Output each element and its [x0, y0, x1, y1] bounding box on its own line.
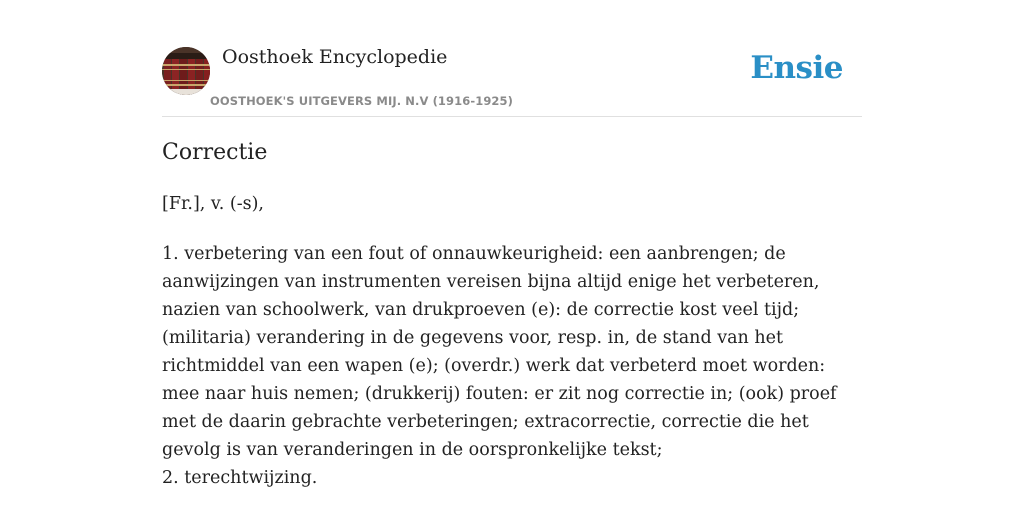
source-title[interactable]: Oosthoek Encyclopedie	[222, 46, 448, 68]
definition-1: 1. verbetering van een fout of onnauwkeurigheid: een aanbrengen; de aanwijzingen van instrumenten vereisen bijna altijd enige het verbeteren, nazien van schoolwerk, van drukproeven (e): de correctie kost veel tijd; (militaria) verandering in de gegevens voor, resp. in, de stand van het richtmiddel van een wapen (e); (overdr.) werk dat verbeterd moet worden: mee naar huis nemen; (drukkerij) fouten: er zit nog correctie in; (ook) proef met de daarin gebrachte verbeteringen; extracorrectie, correctie die het gevolg is van veranderingen in de oorspronkelijke tekst;	[162, 244, 837, 460]
source-subtitle: OOSTHOEK'S UITGEVERS MIJ. N.V (1916-1925)	[210, 94, 513, 108]
entry-card	[162, 0, 862, 512]
entry-grammar: [Fr.], v. (-s),	[162, 194, 264, 214]
entry-definition	[162, 240, 862, 492]
entry-title: Correctie	[162, 140, 268, 165]
source-header	[162, 0, 862, 117]
ensie-logo[interactable]: Ensie	[750, 50, 843, 86]
definition-2: 2. terechtwijzing.	[162, 468, 318, 488]
encyclopedia-books-icon[interactable]	[162, 47, 210, 95]
